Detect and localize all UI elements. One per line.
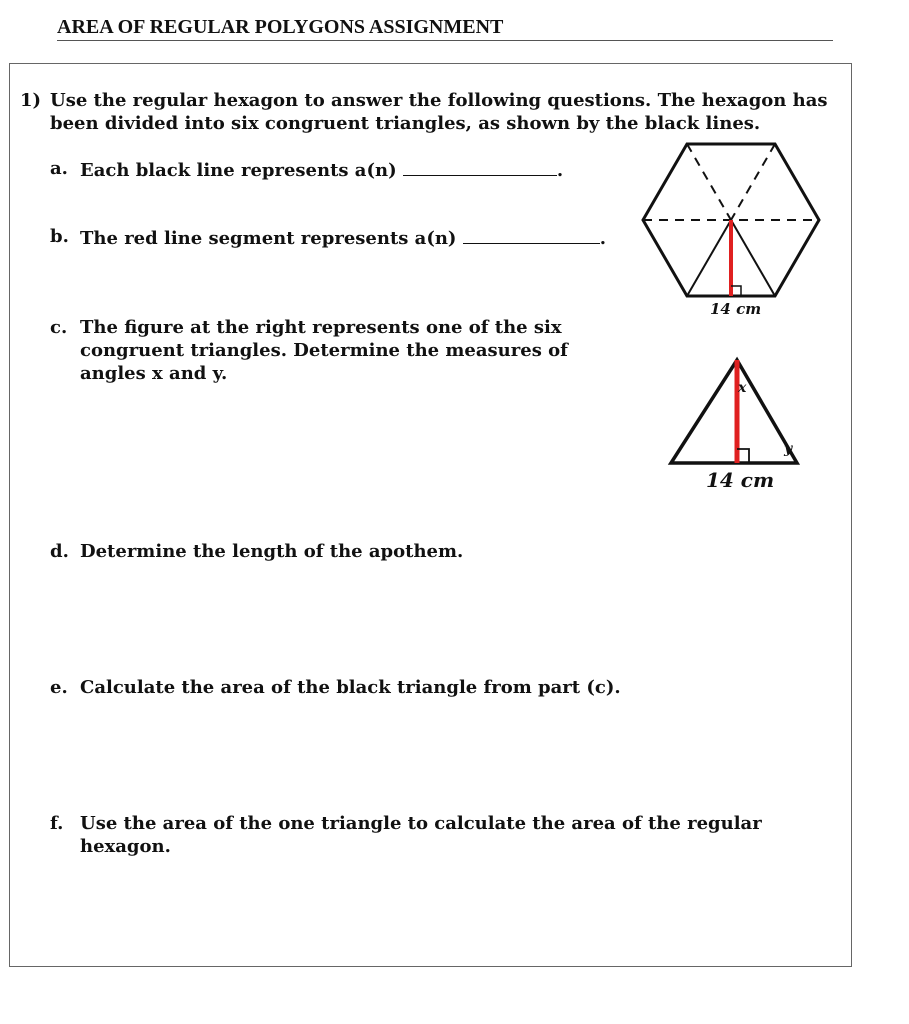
part-c-label: c. [50, 317, 68, 338]
part-f-line1: Use the area of the one triangle to calculate the area of the regular [80, 813, 762, 834]
page-title: AREA OF REGULAR POLYGONS ASSIGNMENT [57, 16, 504, 38]
title-underline [57, 40, 833, 41]
part-c-line3: angles x and y. [80, 363, 228, 384]
triangle-base-label: 14 cm [706, 468, 775, 492]
part-b [80, 225, 606, 250]
part-b-end: . [599, 228, 606, 249]
part-e-label: e. [50, 677, 68, 698]
part-b-text: The red line segment represents a(n) [80, 228, 457, 249]
part-a-answer-blank[interactable] [403, 157, 557, 176]
part-f-label: f. [50, 813, 64, 834]
hexagon-dashed-diagonals [643, 144, 819, 220]
hexagon-diagonal-right [731, 144, 775, 220]
part-d-label: d. [50, 541, 69, 562]
part-a-text: Each black line represents a(n) [80, 160, 397, 181]
triangle-outline [671, 360, 797, 463]
part-b-label: b. [50, 226, 69, 247]
part-d-text: Determine the length of the apothem. [80, 541, 464, 562]
part-f-line2: hexagon. [80, 836, 171, 857]
hexagon-side-label: 14 cm [710, 300, 762, 318]
question-number: 1) [20, 90, 42, 111]
part-a-end: . [556, 160, 564, 181]
part-c-line2: congruent triangles. Determine the measures of [80, 340, 568, 361]
hexagon-figure [636, 138, 828, 308]
question-intro-line2: been divided into six congruent triangles, as shown by the black lines. [50, 113, 761, 134]
question-intro-line1: Use the regular hexagon to answer the following questions. The hexagon has [50, 90, 828, 111]
part-a [80, 157, 563, 182]
triangle-angle-y: y [784, 441, 793, 457]
part-a-label: a. [50, 158, 68, 179]
part-b-answer-blank[interactable] [463, 225, 600, 244]
part-c-line1: The figure at the right represents one of the six [80, 317, 562, 338]
hexagon-diagonal-left [687, 144, 731, 220]
triangle-angle-x: x [738, 380, 747, 396]
part-e-text: Calculate the area of the black triangle from part (c). [80, 677, 621, 698]
